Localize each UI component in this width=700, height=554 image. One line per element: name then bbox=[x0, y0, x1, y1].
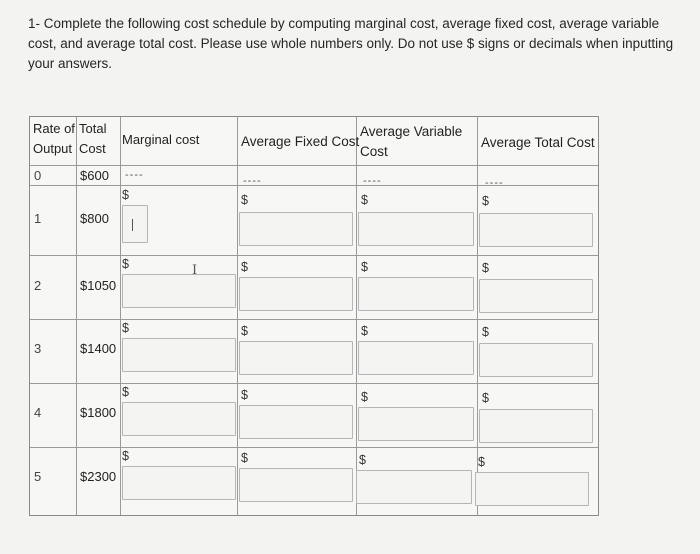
dollar-sign: $ bbox=[482, 391, 489, 405]
header-average-total-cost: Average Total Cost bbox=[481, 135, 595, 150]
column-divider bbox=[237, 117, 238, 515]
output-value: 1 bbox=[34, 211, 42, 226]
marginal-cost-input-1[interactable] bbox=[122, 205, 148, 243]
dollar-sign: $ bbox=[359, 453, 366, 467]
column-divider bbox=[76, 117, 77, 515]
row-divider bbox=[30, 383, 598, 384]
row-divider bbox=[30, 185, 598, 186]
afc-input-2[interactable] bbox=[239, 277, 353, 311]
row-divider bbox=[30, 165, 598, 166]
dollar-sign: $ bbox=[241, 193, 248, 207]
total-cost-value: $1050 bbox=[80, 278, 117, 293]
cost-schedule-table bbox=[29, 116, 599, 516]
dollar-sign: $ bbox=[241, 260, 248, 274]
dollar-sign: $ bbox=[241, 388, 248, 402]
avc-input-2[interactable] bbox=[358, 277, 474, 311]
column-divider bbox=[356, 117, 357, 515]
text-caret bbox=[132, 219, 133, 231]
afc-dash: ---- bbox=[243, 175, 262, 187]
afc-input-1[interactable] bbox=[239, 212, 353, 246]
dollar-sign: $ bbox=[482, 261, 489, 275]
dollar-sign: $ bbox=[122, 449, 129, 463]
total-cost-value: $800 bbox=[80, 211, 109, 226]
total-cost-value: $1400 bbox=[80, 341, 117, 356]
dollar-sign: $ bbox=[482, 194, 489, 208]
avc-dash: ---- bbox=[363, 175, 382, 187]
dollar-sign: $ bbox=[361, 324, 368, 338]
header-total-line1: Total bbox=[79, 121, 107, 136]
dollar-sign: $ bbox=[361, 390, 368, 404]
total-cost-value: $1800 bbox=[80, 405, 117, 420]
header-average-fixed-cost: Average Fixed Cost bbox=[241, 134, 360, 149]
row-divider bbox=[30, 319, 598, 320]
marginal-cost-input-5[interactable] bbox=[122, 466, 236, 500]
atc-input-4[interactable] bbox=[479, 409, 593, 443]
row-divider bbox=[30, 447, 598, 448]
avc-input-4[interactable] bbox=[358, 407, 474, 441]
dollar-sign: $ bbox=[122, 188, 129, 202]
header-rate-line2: Output bbox=[33, 141, 73, 156]
avc-input-3[interactable] bbox=[358, 341, 474, 375]
header-avc-line1: Average Variable bbox=[360, 124, 463, 139]
row-divider bbox=[30, 255, 598, 256]
output-value: 2 bbox=[34, 278, 42, 293]
column-divider bbox=[120, 117, 121, 515]
dollar-sign: $ bbox=[122, 385, 129, 399]
atc-input-1[interactable] bbox=[479, 213, 593, 247]
marginal-dash: ---- bbox=[125, 169, 144, 181]
atc-dash: ---- bbox=[485, 177, 504, 189]
header-rate-line1: Rate of bbox=[33, 121, 75, 136]
dollar-sign: $ bbox=[361, 193, 368, 207]
dollar-sign: $ bbox=[482, 325, 489, 339]
header-avc-line2: Cost bbox=[360, 144, 388, 159]
output-value: 0 bbox=[34, 168, 42, 183]
header-marginal-cost: Marginal cost bbox=[122, 132, 200, 147]
avc-input-1[interactable] bbox=[358, 212, 474, 246]
marginal-cost-input-2[interactable] bbox=[122, 274, 236, 308]
output-value: 3 bbox=[34, 341, 42, 356]
atc-input-2[interactable] bbox=[479, 279, 593, 313]
output-value: 4 bbox=[34, 405, 42, 420]
dollar-sign: $ bbox=[241, 324, 248, 338]
dollar-sign: $ bbox=[122, 321, 129, 335]
dollar-sign: $ bbox=[122, 257, 129, 271]
dollar-sign: $ bbox=[241, 451, 248, 465]
atc-input-3[interactable] bbox=[479, 343, 593, 377]
header-total-line2: Cost bbox=[79, 141, 106, 156]
total-cost-value: $2300 bbox=[80, 469, 117, 484]
question-text: 1- Complete the following cost schedule by computing marginal cost, average fixed cost, average variable cost, and average total cost. Please use whole numbers only. Do not use $ signs or decimals when inputting your answers. bbox=[28, 16, 674, 71]
afc-input-4[interactable] bbox=[239, 405, 353, 439]
afc-input-3[interactable] bbox=[239, 341, 353, 375]
dollar-sign: $ bbox=[478, 455, 485, 469]
afc-input-5[interactable] bbox=[239, 468, 353, 502]
total-cost-value: $600 bbox=[80, 168, 109, 183]
output-value: 5 bbox=[34, 469, 42, 484]
dollar-sign: $ bbox=[361, 260, 368, 274]
marginal-cost-input-3[interactable] bbox=[122, 338, 236, 372]
text-cursor-icon: I bbox=[192, 263, 198, 278]
marginal-cost-input-4[interactable] bbox=[122, 402, 236, 436]
atc-input-5[interactable] bbox=[475, 472, 589, 506]
avc-input-5[interactable] bbox=[356, 470, 472, 504]
